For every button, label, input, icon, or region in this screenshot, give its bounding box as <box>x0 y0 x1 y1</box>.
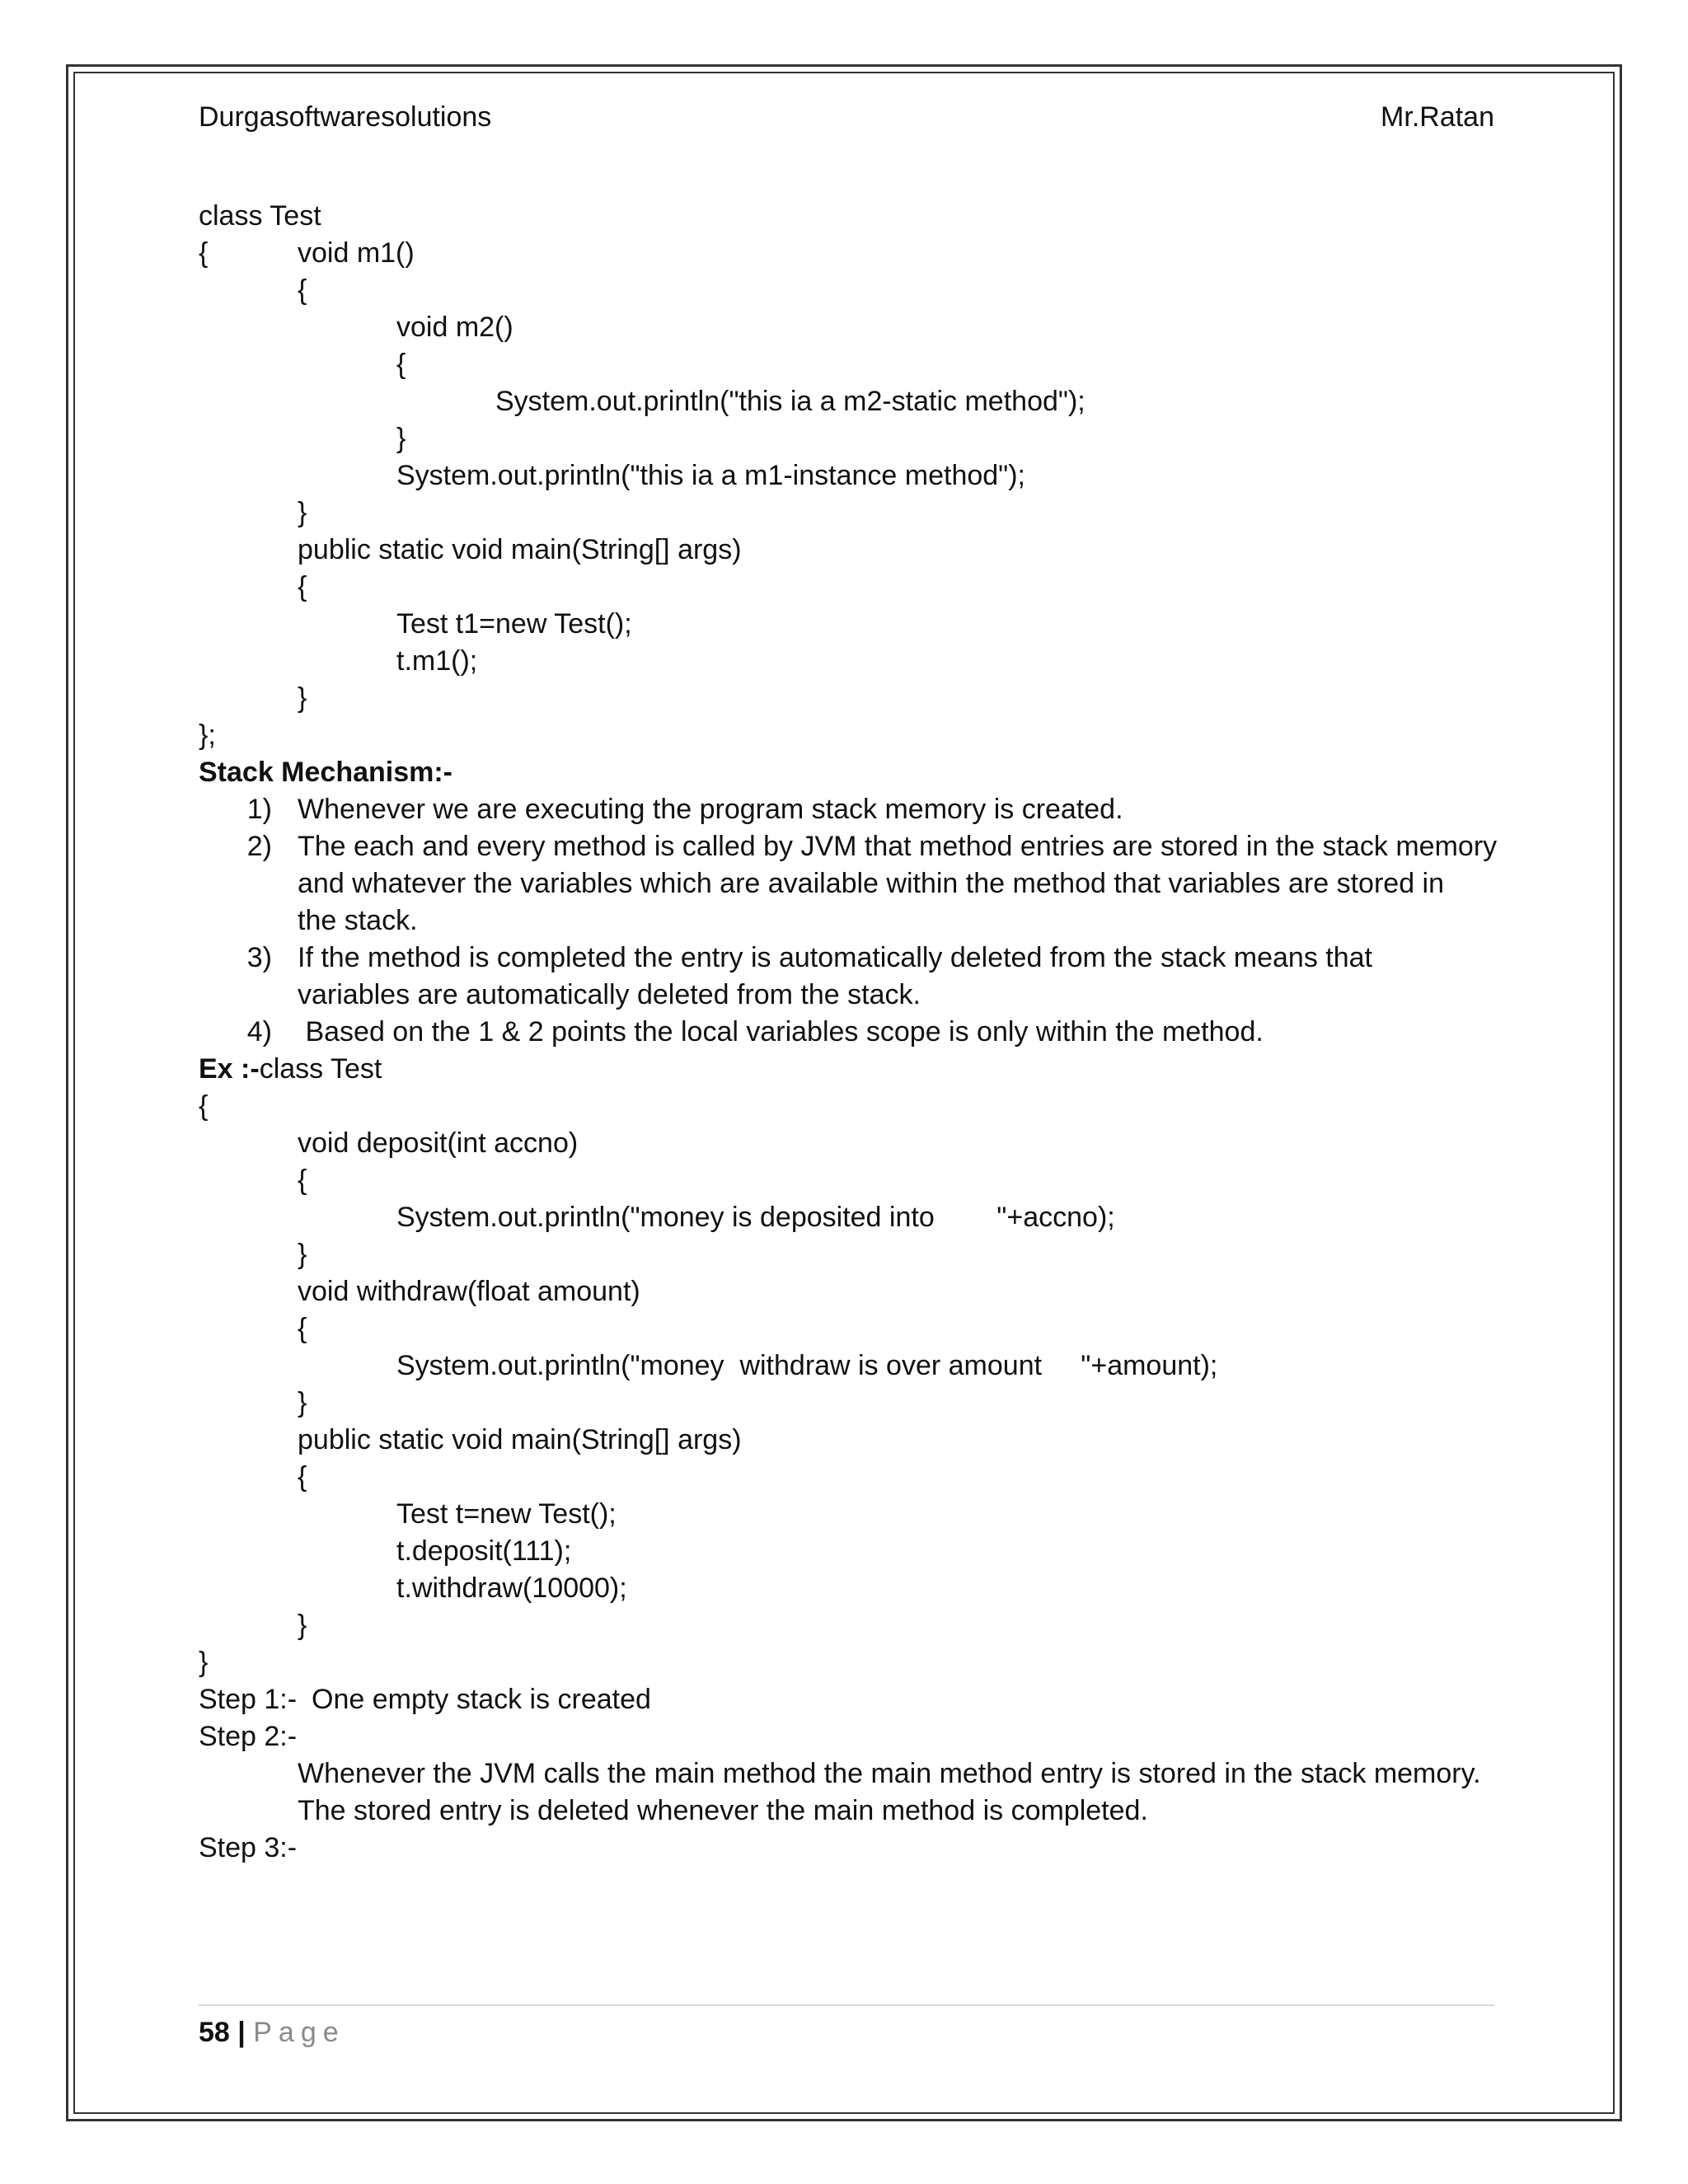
step-label: Step 3:- <box>199 1832 298 1863</box>
code-line: } <box>298 1610 307 1641</box>
code-line: Test t=new Test(); <box>396 1498 617 1530</box>
code-line: class Test <box>259 1053 382 1085</box>
code-line: { <box>396 349 406 380</box>
list-item-text: variables are automatically deleted from the stack. <box>298 979 921 1010</box>
list-number: 2) <box>246 831 272 862</box>
code-line: Test t1=new Test(); <box>396 608 632 640</box>
list-item-text: The each and every method is called by JVM that method entries are stored in the stack memory <box>298 831 1498 862</box>
code-line: System.out.println("this ia a m2-static method"); <box>495 386 1085 417</box>
list-number: 4) <box>246 1016 272 1047</box>
list-item-text: Based on the 1 & 2 points the local variables scope is only within the method. <box>298 1016 1264 1047</box>
code-line: { <box>199 1090 209 1122</box>
code-line: void deposit(int accno) <box>298 1127 579 1159</box>
step-text: The stored entry is deleted whenever the main method is completed. <box>298 1795 1148 1826</box>
code-line: } <box>298 682 307 714</box>
code-line: } <box>298 1387 307 1418</box>
page-footer <box>199 2016 345 2049</box>
code-line: } <box>298 497 307 528</box>
list-item-text: the stack. <box>298 905 418 936</box>
code-line: }; <box>199 719 216 751</box>
list-item-text: If the method is completed the entry is automatically deleted from the stack means that <box>298 942 1372 973</box>
step-text: One empty stack is created <box>312 1684 651 1715</box>
code-line: t.m1(); <box>396 645 478 677</box>
step-label: Step 1:- <box>199 1684 298 1715</box>
list-item-text: and whatever the variables which are available within the method that variables are stored in <box>298 868 1445 899</box>
code-line: t.deposit(111); <box>396 1535 572 1567</box>
header-left: Durgasoftwaresolutions <box>199 101 492 133</box>
code-line: { <box>298 1313 307 1344</box>
example-label: Ex :- <box>199 1053 260 1085</box>
code-line: { <box>298 274 307 306</box>
code-line: void m2() <box>396 312 513 343</box>
code-line: void m1() <box>298 237 415 269</box>
code-line: { <box>298 1165 307 1196</box>
list-number: 1) <box>246 794 272 825</box>
code-line: } <box>199 1647 209 1678</box>
example-first-line <box>199 1052 382 1085</box>
code-line: void withdraw(float amount) <box>298 1276 640 1307</box>
list-item-text: Whenever we are executing the program stack memory is created. <box>298 794 1123 825</box>
code-line: System.out.println("money withdraw is over amount "+amount); <box>396 1350 1218 1381</box>
code-line: t.withdraw(10000); <box>396 1572 627 1604</box>
code-line: { <box>298 571 307 602</box>
footer-divider <box>199 2004 1494 2006</box>
list-number: 3) <box>246 942 272 973</box>
step-label: Step 2:- <box>199 1721 298 1752</box>
code-line: { <box>298 1461 307 1493</box>
code-line: System.out.println("money is deposited into "+accno); <box>396 1202 1115 1233</box>
section-heading: Stack Mechanism:- <box>199 757 452 788</box>
code-line: class Test <box>199 200 321 232</box>
code-line: { <box>199 237 209 269</box>
code-line: } <box>396 423 406 454</box>
page-number: 58 <box>199 2017 230 2048</box>
page-word: Page <box>253 2017 345 2048</box>
code-line: System.out.println("this ia a m1-instance method"); <box>396 460 1026 491</box>
step-text: Whenever the JVM calls the main method the main method entry is stored in the stack memory. <box>298 1758 1481 1789</box>
code-line: public static void main(String[] args) <box>298 1424 742 1455</box>
code-line: } <box>298 1239 307 1270</box>
code-line: public static void main(String[] args) <box>298 534 742 565</box>
header-right: Mr.Ratan <box>1381 101 1494 133</box>
footer-separator: | <box>237 2017 246 2048</box>
